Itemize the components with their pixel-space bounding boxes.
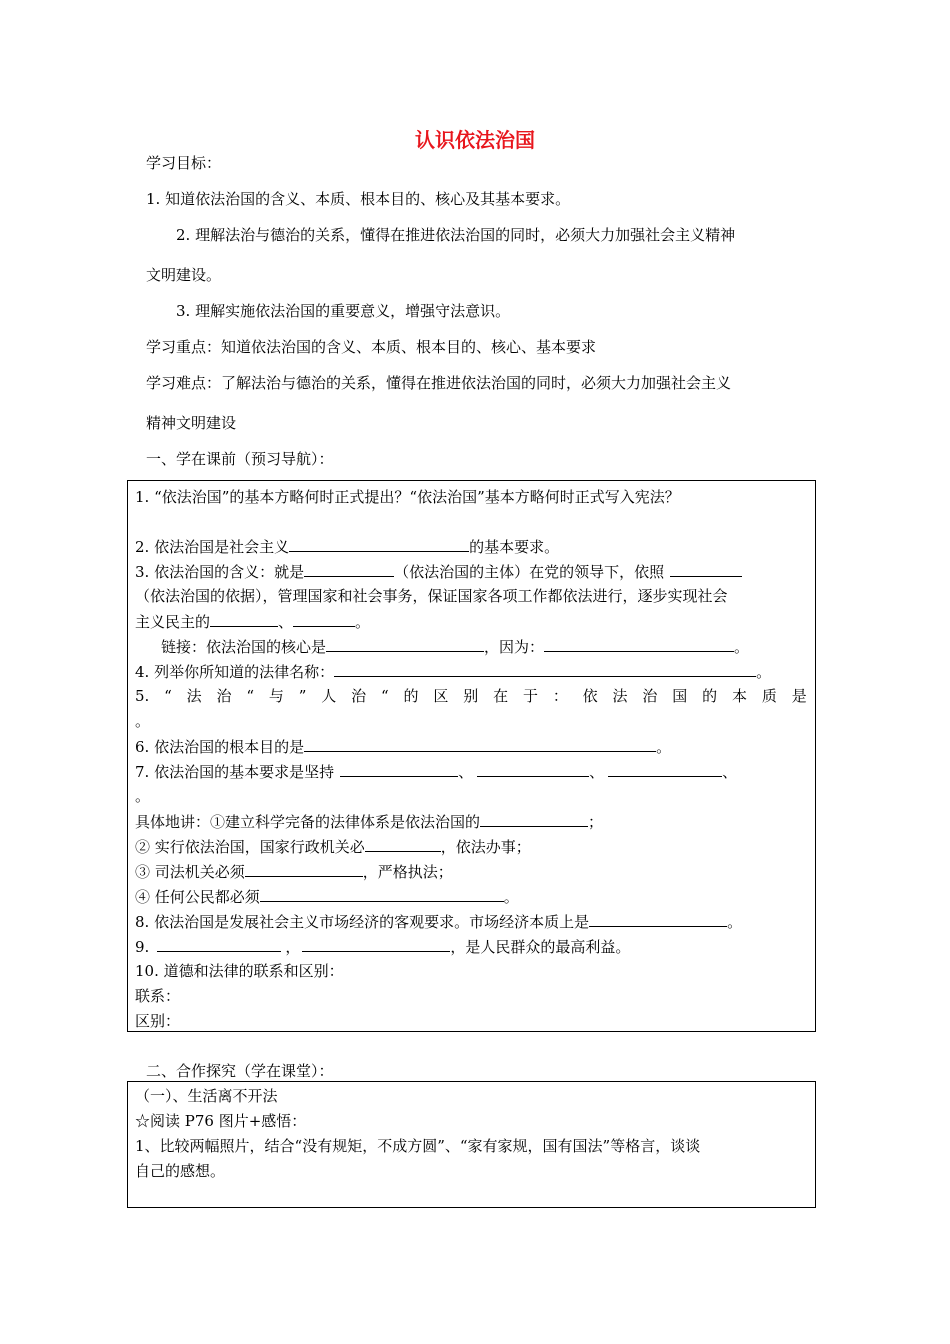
link-line	[161, 636, 749, 657]
q2-blank[interactable]	[289, 536, 469, 552]
q8-end: 。	[727, 913, 743, 931]
q9-blank-1[interactable]	[157, 936, 281, 952]
q9-text-b: ，是人民群众的最高利益。	[450, 938, 631, 956]
link-text-b: ，因为：	[484, 638, 545, 656]
q4-blank-laws[interactable]	[334, 661, 756, 677]
section2-q1-line2: 自己的感想。	[135, 1162, 226, 1180]
q9-blank-2[interactable]	[302, 936, 450, 952]
difficulty-line2: 精神文明建设	[146, 414, 237, 432]
q8	[135, 911, 742, 932]
detail-b-text-a: ② 实行依法治国，国家行政机关必	[135, 838, 365, 856]
detail-c-blank[interactable]	[245, 861, 363, 877]
q3-end: 。	[355, 613, 371, 631]
section2-heading: 二、合作探究（学在课堂）：	[146, 1062, 334, 1080]
page-title: 认识依法治国	[415, 128, 535, 152]
relation-label: 联系：	[135, 987, 181, 1005]
q7	[135, 761, 737, 782]
link-blank-reason[interactable]	[544, 636, 734, 652]
q7-blank-2[interactable]	[477, 761, 589, 777]
detail-d-end: 。	[503, 888, 519, 906]
detail-d	[135, 886, 519, 907]
detail-b-text-b: ，依法办事；	[440, 838, 531, 856]
q6-end: 。	[656, 738, 672, 756]
objective-3: 3. 理解实施依法治国的重要意义，增强守法意识。	[176, 302, 511, 320]
q3-sep: 、	[278, 613, 294, 631]
detail-a-blank[interactable]	[480, 811, 588, 827]
q4-end: 。	[756, 663, 772, 681]
link-blank-core[interactable]	[326, 636, 484, 652]
q6	[135, 736, 671, 757]
key-point: 学习重点：知道依法治国的含义、本质、根本目的、核心、基本要求	[146, 338, 597, 356]
q6-blank-purpose[interactable]	[304, 736, 656, 752]
objective-1: 1. 知道依法治国的含义、本质、根本目的、核心及其基本要求。	[146, 190, 571, 208]
q5-justified: 5. “ 法 治 “ 与 ” 人 治 “ 的 区 别 在 于 ： 依 法 治 国 的 本 质 是	[135, 687, 807, 705]
detail-a	[135, 811, 603, 832]
detail-a-text: 具体地讲：①建立科学完备的法律体系是依法治国的	[135, 813, 481, 831]
q7-blank-1[interactable]	[340, 761, 458, 777]
q7-text: 7. 依法治国的基本要求是坚持	[135, 763, 335, 781]
detail-b-blank[interactable]	[365, 836, 441, 852]
q6-text: 6. 依法治国的根本目的是	[135, 738, 305, 756]
section2-q1-line1: 1、比较两幅照片，结合“没有规矩，不成方圆”、“家有家规，国有国法”等格言，谈谈	[135, 1137, 701, 1155]
q7-sep-2: 、	[589, 763, 605, 781]
q2-text-a: 2. 依法治国是社会主义	[135, 538, 290, 556]
objective-2-line2: 文明建设。	[146, 266, 222, 284]
q3-text-b: （依法治国的主体）在党的领导下，依照	[394, 563, 665, 581]
detail-d-blank[interactable]	[260, 886, 504, 902]
q7-sep-3: 、	[722, 763, 738, 781]
q3-blank-basis[interactable]	[670, 561, 742, 577]
q8-text: 8. 依法治国是发展社会主义市场经济的客观要求。市场经济本质上是	[135, 913, 590, 931]
q3-line3-text: 主义民主的	[135, 613, 211, 631]
detail-c-text-b: ，严格执法；	[362, 863, 453, 881]
q3-blank-democracy-2[interactable]	[293, 611, 355, 627]
q7-sep-1: 、	[458, 763, 474, 781]
q9-sep: ，	[285, 938, 301, 956]
link-end: 。	[734, 638, 750, 656]
section2-read: ☆阅读 P76 图片+感悟：	[135, 1112, 307, 1130]
q10: 10. 道德和法律的联系和区别：	[135, 962, 344, 980]
objectives-heading: 学习目标：	[146, 154, 222, 172]
q7-blank-3[interactable]	[608, 761, 722, 777]
objective-2-line1: 2. 理解法治与德治的关系，懂得在推进依法治国的同时，必须大力加强社会主义精神	[176, 226, 736, 244]
detail-c-text-a: ③ 司法机关必须	[135, 863, 245, 881]
q2-text-b: 的基本要求。	[469, 538, 560, 556]
detail-a-end: ；	[588, 813, 604, 831]
q7-end: 。	[135, 787, 151, 805]
detail-c	[135, 861, 453, 882]
q3-line1	[135, 561, 742, 582]
difficulty-line1: 学习难点：了解法治与德治的关系，懂得在推进依法治国的同时，必须大力加强社会主义	[146, 374, 732, 392]
q3-line3	[135, 611, 370, 632]
section1-heading: 一、学在课前（预习导航）：	[146, 450, 334, 468]
q2	[135, 536, 559, 557]
detail-d-text: ④ 任何公民都必须	[135, 888, 260, 906]
q1: 1. “依法治国”的基本方略何时正式提出？“依法治国”基本方略何时正式写入宪法？	[135, 488, 680, 506]
q9	[135, 936, 630, 957]
q3-blank-subject[interactable]	[304, 561, 394, 577]
q5-end: 。	[135, 712, 151, 730]
q4-text: 4. 列举你所知道的法律名称：	[135, 663, 335, 681]
detail-b	[135, 836, 531, 857]
q8-blank[interactable]	[589, 911, 727, 927]
q3-blank-democracy-1[interactable]	[210, 611, 278, 627]
section2-sub1: （一）、生活离不开法	[135, 1087, 278, 1105]
difference-label: 区别：	[135, 1012, 181, 1030]
q9-number: 9.	[135, 938, 150, 956]
link-text-a: 链接：依法治国的核心是	[161, 638, 327, 656]
q3-line2: （依法治国的依据），管理国家和社会事务，保证国家各项工作都依法进行，逐步实现社会	[135, 587, 728, 605]
q3-text-a: 3. 依法治国的含义：就是	[135, 563, 305, 581]
q4	[135, 661, 771, 682]
